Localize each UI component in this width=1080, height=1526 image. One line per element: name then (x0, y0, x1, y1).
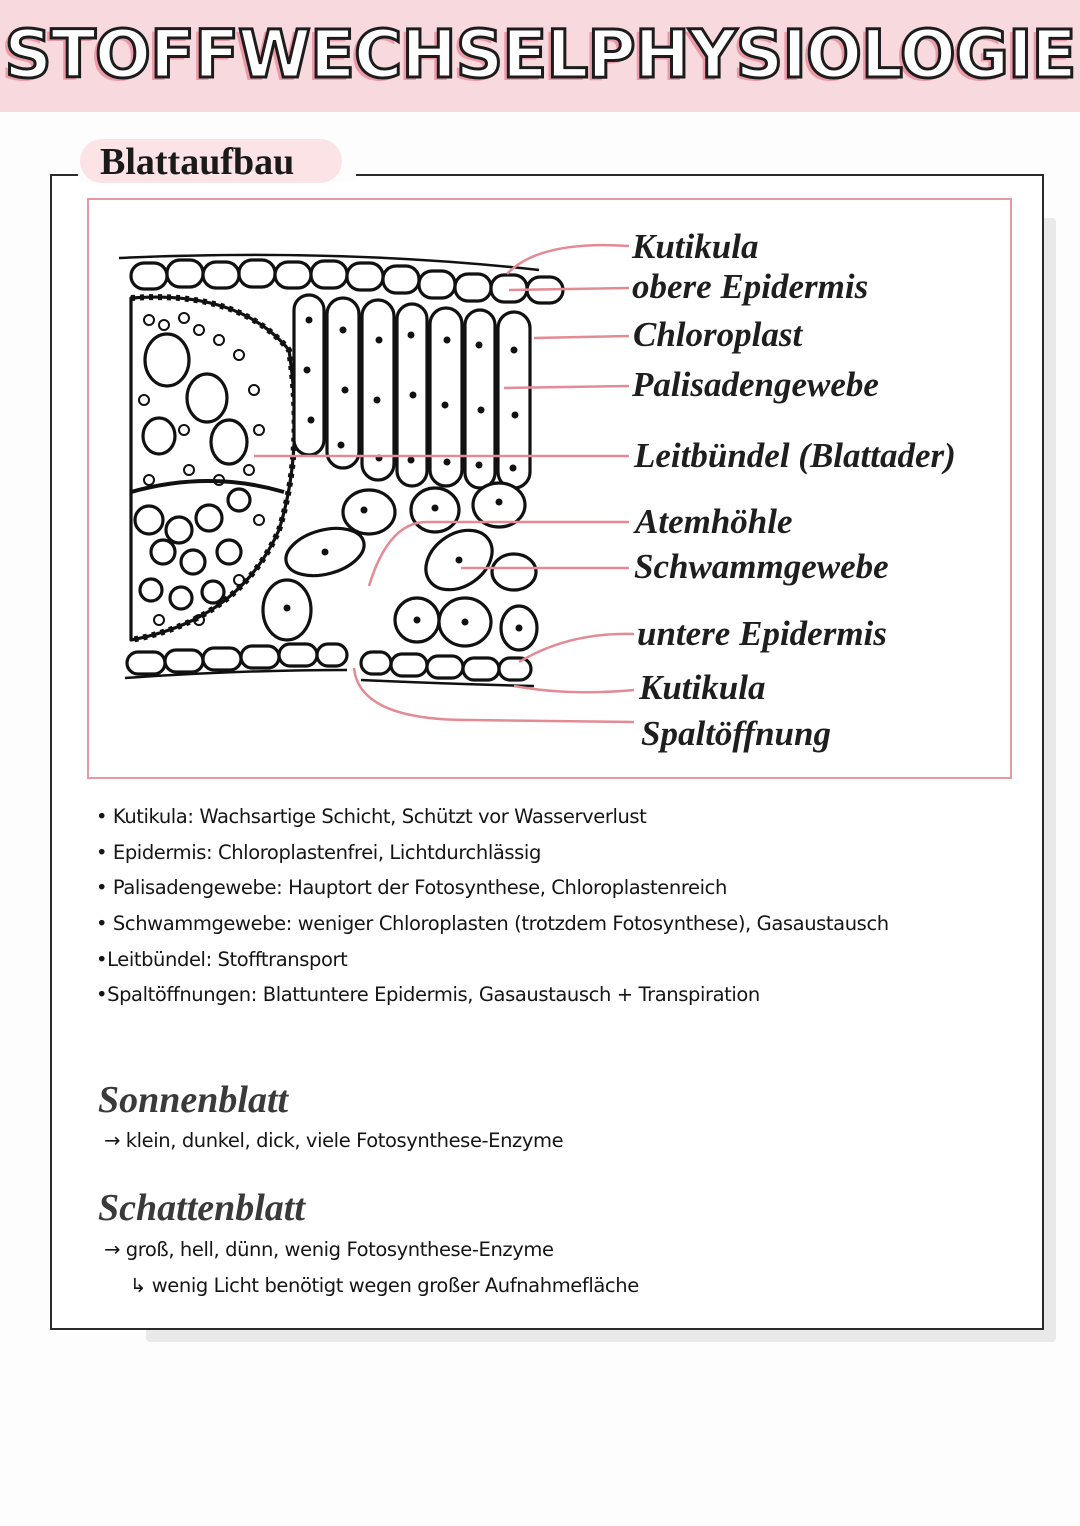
label-palisadengewebe: Palisadengewebe (632, 365, 879, 404)
note-kutikula: • Kutikula: Wachsartige Schicht, Schützt vor Wasserverlust (96, 805, 647, 828)
schattenblatt-description: → groß, hell, dünn, wenig Fotosynthese-Enzyme (104, 1238, 554, 1261)
label-schwammgewebe: Schwammgewebe (634, 547, 889, 586)
note-schwammgewebe: • Schwammgewebe: weniger Chloroplasten (trotzdem Fotosynthese), Gasaustausch (96, 912, 889, 935)
label-untere-epidermis: untere Epidermis (637, 614, 887, 653)
note-epidermis: • Epidermis: Chloroplastenfrei, Lichtdurchlässig (96, 841, 541, 864)
note-leitbuendel: •Leitbündel: Stofftransport (96, 948, 348, 971)
label-atemhoehle: Atemhöhle (635, 502, 793, 541)
leaf-cross-section-diagram (87, 198, 1012, 779)
lower-epidermis-cells (125, 644, 534, 686)
heading-sonnenblatt: Sonnenblatt (98, 1079, 289, 1121)
leaf-drawing (89, 200, 1010, 777)
sonnenblatt-description: → klein, dunkel, dick, viele Fotosynthese-Enzyme (104, 1129, 564, 1152)
label-kutikula-lower: Kutikula (639, 668, 766, 707)
spongy-cells (263, 483, 537, 650)
note-palisadengewebe: • Palisadengewebe: Hauptort der Fotosynthese, Chloroplastenreich (96, 876, 727, 899)
label-leitbuendel: Leitbündel (Blattader) (634, 436, 956, 475)
label-chloroplast: Chloroplast (633, 315, 803, 354)
section-title: Blattaufbau (100, 141, 295, 183)
page-title: STOFFWECHSELPHYSIOLOGIE (4, 16, 1076, 93)
note-spaltoeffnungen: •Spaltöffnungen: Blattuntere Epidermis, Gasaustausch + Transpiration (96, 983, 760, 1006)
schattenblatt-note: ↳ wenig Licht benötigt wegen großer Aufnahmefläche (130, 1274, 639, 1297)
label-obere-epidermis: obere Epidermis (632, 267, 869, 306)
label-spaltoeffnung: Spaltöffnung (641, 714, 831, 753)
heading-schattenblatt: Schattenblatt (98, 1187, 305, 1229)
label-kutikula-upper: Kutikula (632, 227, 759, 266)
